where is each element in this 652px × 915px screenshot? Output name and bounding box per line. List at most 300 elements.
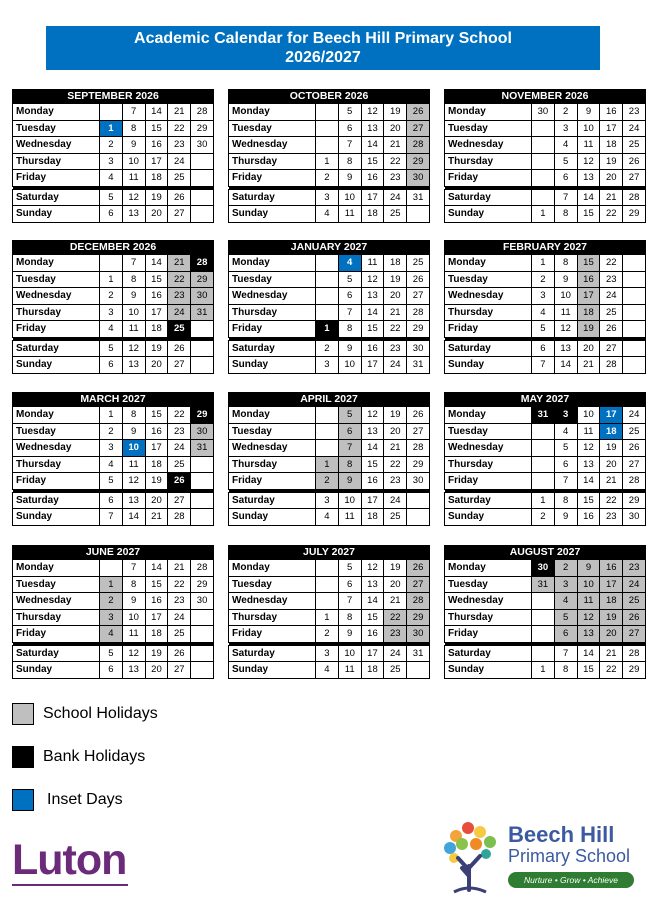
date-cell: 16 <box>145 288 168 305</box>
week-row <box>229 120 430 137</box>
week-row <box>445 662 646 679</box>
date-cell: 29 <box>191 407 214 424</box>
date-cell: 18 <box>145 321 168 338</box>
school-motto: Nurture • Grow • Achieve <box>508 872 634 888</box>
date-cell: 30 <box>191 593 214 610</box>
date-cell: 22 <box>168 407 191 424</box>
week-row <box>13 206 214 223</box>
date-cell: 7 <box>122 560 145 577</box>
date-cell: 2 <box>100 137 123 154</box>
date-cell: 26 <box>600 321 623 338</box>
date-cell: 16 <box>145 593 168 610</box>
week-row <box>13 593 214 610</box>
date-cell: 5 <box>338 104 361 121</box>
day-name: Wednesday <box>229 440 316 457</box>
week-row <box>229 104 430 121</box>
day-name: Sunday <box>445 509 532 526</box>
week-row <box>13 137 214 154</box>
date-cell: 7 <box>338 440 361 457</box>
date-cell: 12 <box>122 473 145 490</box>
date-cell: 30 <box>532 104 555 121</box>
date-cell: 29 <box>407 153 430 170</box>
week-row <box>229 662 430 679</box>
day-name: Saturday <box>445 189 532 206</box>
date-cell <box>191 645 214 662</box>
week-row <box>229 255 430 272</box>
day-name: Thursday <box>13 304 100 321</box>
date-cell: 26 <box>168 340 191 357</box>
date-cell: 3 <box>316 492 339 509</box>
date-cell: 21 <box>600 645 623 662</box>
date-cell: 11 <box>338 206 361 223</box>
day-name: Saturday <box>13 340 100 357</box>
date-cell: 9 <box>554 509 577 526</box>
date-cell: 15 <box>577 255 600 272</box>
date-cell: 30 <box>407 340 430 357</box>
date-cell: 14 <box>361 593 384 610</box>
date-cell: 5 <box>532 321 555 338</box>
date-cell: 31 <box>407 189 430 206</box>
week-row <box>445 321 646 338</box>
week-row <box>445 304 646 321</box>
month-may-2027 <box>444 392 646 526</box>
month-july-2027 <box>228 545 430 679</box>
date-cell: 28 <box>623 189 646 206</box>
week-row <box>13 560 214 577</box>
day-name: Saturday <box>229 492 316 509</box>
date-cell: 18 <box>145 626 168 643</box>
day-name: Tuesday <box>445 120 532 137</box>
day-name: Tuesday <box>445 271 532 288</box>
date-cell: 4 <box>554 593 577 610</box>
date-cell: 9 <box>577 104 600 121</box>
date-cell <box>532 609 555 626</box>
date-cell: 26 <box>623 440 646 457</box>
date-cell: 17 <box>600 407 623 424</box>
date-cell: 15 <box>145 576 168 593</box>
month-header: MARCH 2027 <box>12 392 214 406</box>
month-january-2027 <box>228 240 430 374</box>
day-name: Tuesday <box>445 423 532 440</box>
date-cell: 25 <box>168 321 191 338</box>
week-row <box>13 255 214 272</box>
month-header: MAY 2027 <box>444 392 646 406</box>
day-name: Sunday <box>13 509 100 526</box>
date-cell: 22 <box>168 271 191 288</box>
date-cell: 15 <box>145 120 168 137</box>
date-cell <box>532 473 555 490</box>
date-cell: 10 <box>122 304 145 321</box>
day-name: Wednesday <box>13 593 100 610</box>
week-row <box>445 137 646 154</box>
date-cell <box>316 440 339 457</box>
week-row <box>13 662 214 679</box>
date-cell: 26 <box>407 271 430 288</box>
date-cell: 9 <box>122 593 145 610</box>
week-row <box>229 440 430 457</box>
date-cell: 1 <box>316 153 339 170</box>
date-cell: 24 <box>623 576 646 593</box>
date-cell: 14 <box>122 509 145 526</box>
date-cell: 18 <box>361 662 384 679</box>
week-row <box>445 593 646 610</box>
date-cell: 28 <box>600 357 623 374</box>
date-cell: 12 <box>577 153 600 170</box>
date-cell: 21 <box>384 593 407 610</box>
week-row <box>229 593 430 610</box>
date-cell: 27 <box>168 662 191 679</box>
date-cell: 13 <box>361 423 384 440</box>
day-name: Thursday <box>445 456 532 473</box>
week-row <box>229 473 430 490</box>
week-row <box>13 440 214 457</box>
week-row <box>229 423 430 440</box>
date-cell: 9 <box>338 170 361 187</box>
date-cell <box>316 255 339 272</box>
day-name: Friday <box>229 626 316 643</box>
date-cell: 4 <box>338 255 361 272</box>
date-cell <box>532 423 555 440</box>
day-name: Wednesday <box>445 137 532 154</box>
day-name: Monday <box>229 407 316 424</box>
date-cell: 4 <box>532 304 555 321</box>
date-cell: 28 <box>407 593 430 610</box>
date-cell <box>191 340 214 357</box>
week-row <box>229 357 430 374</box>
date-cell: 15 <box>577 662 600 679</box>
day-name: Friday <box>229 321 316 338</box>
date-cell: 25 <box>384 509 407 526</box>
date-cell: 17 <box>577 288 600 305</box>
school-name-subtitle: Primary School <box>508 846 631 866</box>
date-cell: 16 <box>145 423 168 440</box>
date-cell: 27 <box>623 626 646 643</box>
week-row <box>445 473 646 490</box>
day-name: Sunday <box>445 357 532 374</box>
date-cell: 10 <box>338 492 361 509</box>
date-cell: 24 <box>384 492 407 509</box>
week-row <box>13 288 214 305</box>
week-row <box>229 509 430 526</box>
date-cell: 11 <box>338 509 361 526</box>
date-cell: 3 <box>554 407 577 424</box>
date-cell: 27 <box>623 170 646 187</box>
date-cell: 1 <box>100 576 123 593</box>
date-cell <box>532 440 555 457</box>
date-cell: 17 <box>361 645 384 662</box>
date-cell: 13 <box>361 120 384 137</box>
date-cell: 1 <box>316 321 339 338</box>
date-cell: 28 <box>407 304 430 321</box>
date-cell: 18 <box>600 593 623 610</box>
date-cell: 3 <box>100 304 123 321</box>
date-cell: 21 <box>168 255 191 272</box>
date-cell: 27 <box>623 456 646 473</box>
date-cell <box>623 304 646 321</box>
date-cell: 30 <box>407 473 430 490</box>
date-cell: 8 <box>122 576 145 593</box>
week-row <box>445 423 646 440</box>
date-cell: 3 <box>316 645 339 662</box>
date-cell: 28 <box>623 473 646 490</box>
date-cell: 2 <box>316 473 339 490</box>
date-cell <box>532 593 555 610</box>
week-row <box>445 271 646 288</box>
date-cell: 8 <box>554 492 577 509</box>
date-cell: 11 <box>122 626 145 643</box>
date-cell: 9 <box>338 340 361 357</box>
date-cell <box>316 304 339 321</box>
date-cell <box>532 645 555 662</box>
date-cell <box>191 189 214 206</box>
date-cell: 8 <box>554 206 577 223</box>
date-cell: 16 <box>361 170 384 187</box>
date-cell: 10 <box>338 645 361 662</box>
date-cell: 20 <box>145 206 168 223</box>
date-cell: 26 <box>623 609 646 626</box>
date-cell: 23 <box>623 560 646 577</box>
day-name: Tuesday <box>229 576 316 593</box>
date-cell: 15 <box>145 407 168 424</box>
date-cell: 21 <box>600 189 623 206</box>
date-cell: 14 <box>361 137 384 154</box>
week-row <box>229 206 430 223</box>
date-cell: 11 <box>122 321 145 338</box>
day-name: Tuesday <box>13 576 100 593</box>
week-row <box>229 189 430 206</box>
date-cell: 12 <box>577 609 600 626</box>
date-cell: 14 <box>577 645 600 662</box>
date-cell: 19 <box>145 340 168 357</box>
week-row <box>445 626 646 643</box>
day-name: Sunday <box>445 662 532 679</box>
date-cell: 16 <box>577 509 600 526</box>
date-cell: 19 <box>145 189 168 206</box>
day-name: Monday <box>13 560 100 577</box>
day-name: Thursday <box>13 456 100 473</box>
date-cell <box>191 153 214 170</box>
school-holiday-swatch <box>12 703 34 725</box>
date-cell: 19 <box>145 473 168 490</box>
date-cell: 14 <box>554 357 577 374</box>
date-cell: 1 <box>316 609 339 626</box>
month-grid <box>228 103 430 223</box>
date-cell: 9 <box>577 560 600 577</box>
week-row <box>229 170 430 187</box>
day-name: Sunday <box>13 206 100 223</box>
date-cell: 18 <box>145 456 168 473</box>
week-row <box>229 560 430 577</box>
date-cell: 25 <box>168 626 191 643</box>
date-cell <box>191 492 214 509</box>
date-cell <box>316 137 339 154</box>
date-cell <box>407 509 430 526</box>
month-grid <box>12 406 214 526</box>
date-cell: 16 <box>577 271 600 288</box>
date-cell: 2 <box>554 560 577 577</box>
date-cell: 2 <box>100 593 123 610</box>
date-cell: 19 <box>145 645 168 662</box>
date-cell: 22 <box>600 255 623 272</box>
day-name: Thursday <box>13 153 100 170</box>
date-cell: 19 <box>600 609 623 626</box>
date-cell: 23 <box>168 288 191 305</box>
date-cell: 1 <box>532 255 555 272</box>
date-cell: 17 <box>361 189 384 206</box>
date-cell: 6 <box>532 340 555 357</box>
date-cell: 22 <box>384 321 407 338</box>
date-cell: 27 <box>168 206 191 223</box>
date-cell: 5 <box>100 340 123 357</box>
date-cell: 27 <box>168 492 191 509</box>
month-february-2027 <box>444 240 646 374</box>
date-cell: 24 <box>168 440 191 457</box>
date-cell: 14 <box>361 304 384 321</box>
day-name: Friday <box>229 170 316 187</box>
week-row <box>13 645 214 662</box>
date-cell: 5 <box>100 473 123 490</box>
date-cell: 9 <box>554 271 577 288</box>
date-cell: 29 <box>191 576 214 593</box>
date-cell: 10 <box>122 153 145 170</box>
date-cell: 29 <box>623 492 646 509</box>
date-cell <box>623 321 646 338</box>
month-grid <box>444 559 646 679</box>
month-header: APRIL 2027 <box>228 392 430 406</box>
date-cell: 30 <box>532 560 555 577</box>
date-cell: 8 <box>122 271 145 288</box>
month-june-2027 <box>12 545 214 679</box>
date-cell: 24 <box>168 609 191 626</box>
date-cell: 25 <box>623 423 646 440</box>
date-cell: 12 <box>361 560 384 577</box>
date-cell: 22 <box>600 206 623 223</box>
date-cell <box>532 170 555 187</box>
date-cell: 10 <box>122 440 145 457</box>
date-cell: 24 <box>168 153 191 170</box>
date-cell: 11 <box>338 662 361 679</box>
week-row <box>13 576 214 593</box>
date-cell: 13 <box>361 576 384 593</box>
date-cell: 26 <box>168 645 191 662</box>
day-name: Tuesday <box>445 576 532 593</box>
date-cell: 23 <box>384 473 407 490</box>
date-cell: 28 <box>623 645 646 662</box>
date-cell: 28 <box>407 137 430 154</box>
date-cell: 5 <box>100 189 123 206</box>
date-cell: 29 <box>191 120 214 137</box>
month-grid <box>444 103 646 223</box>
date-cell: 16 <box>600 560 623 577</box>
date-cell: 10 <box>338 189 361 206</box>
date-cell: 31 <box>407 357 430 374</box>
month-grid <box>12 559 214 679</box>
date-cell: 7 <box>338 593 361 610</box>
day-name: Tuesday <box>13 120 100 137</box>
title-line-2: 2026/2027 <box>285 49 361 66</box>
date-cell: 26 <box>168 189 191 206</box>
date-cell: 17 <box>361 492 384 509</box>
date-cell: 6 <box>100 492 123 509</box>
date-cell: 6 <box>338 576 361 593</box>
day-name: Saturday <box>445 492 532 509</box>
date-cell <box>191 609 214 626</box>
inset-day-swatch <box>12 789 34 811</box>
date-cell: 6 <box>338 423 361 440</box>
week-row <box>13 407 214 424</box>
month-grid <box>12 254 214 374</box>
month-grid <box>444 254 646 374</box>
date-cell: 10 <box>577 407 600 424</box>
month-august-2027 <box>444 545 646 679</box>
date-cell: 11 <box>554 304 577 321</box>
week-row <box>13 170 214 187</box>
date-cell: 20 <box>384 288 407 305</box>
date-cell <box>191 321 214 338</box>
date-cell: 17 <box>145 609 168 626</box>
date-cell: 23 <box>168 137 191 154</box>
day-name: Saturday <box>229 340 316 357</box>
date-cell: 10 <box>577 120 600 137</box>
date-cell: 4 <box>554 137 577 154</box>
date-cell: 5 <box>338 407 361 424</box>
date-cell: 3 <box>316 189 339 206</box>
week-row <box>229 407 430 424</box>
date-cell: 13 <box>361 288 384 305</box>
date-cell <box>316 288 339 305</box>
date-cell: 12 <box>577 440 600 457</box>
date-cell: 16 <box>361 340 384 357</box>
date-cell: 11 <box>577 137 600 154</box>
date-cell: 20 <box>384 423 407 440</box>
date-cell: 28 <box>191 104 214 121</box>
week-row <box>13 423 214 440</box>
date-cell: 7 <box>554 645 577 662</box>
date-cell: 26 <box>407 104 430 121</box>
day-name: Wednesday <box>445 593 532 610</box>
date-cell <box>191 473 214 490</box>
date-cell: 29 <box>407 456 430 473</box>
day-name: Thursday <box>445 609 532 626</box>
date-cell: 5 <box>554 153 577 170</box>
date-cell: 23 <box>168 423 191 440</box>
day-name: Wednesday <box>13 137 100 154</box>
date-cell: 4 <box>100 456 123 473</box>
date-cell: 10 <box>577 576 600 593</box>
date-cell <box>407 492 430 509</box>
date-cell: 10 <box>338 357 361 374</box>
date-cell: 24 <box>600 288 623 305</box>
date-cell <box>316 120 339 137</box>
date-cell: 20 <box>600 626 623 643</box>
date-cell: 21 <box>168 560 191 577</box>
day-name: Friday <box>13 626 100 643</box>
date-cell: 9 <box>338 473 361 490</box>
day-name: Sunday <box>13 662 100 679</box>
date-cell: 1 <box>100 271 123 288</box>
day-name: Monday <box>229 104 316 121</box>
week-row <box>445 153 646 170</box>
date-cell: 20 <box>384 120 407 137</box>
week-row <box>13 271 214 288</box>
date-cell: 29 <box>623 662 646 679</box>
date-cell: 4 <box>316 509 339 526</box>
date-cell: 8 <box>122 120 145 137</box>
week-row <box>229 153 430 170</box>
day-name: Sunday <box>229 509 316 526</box>
week-row <box>229 576 430 593</box>
title-line-1: Academic Calendar for Beech Hill Primary School <box>134 30 512 47</box>
